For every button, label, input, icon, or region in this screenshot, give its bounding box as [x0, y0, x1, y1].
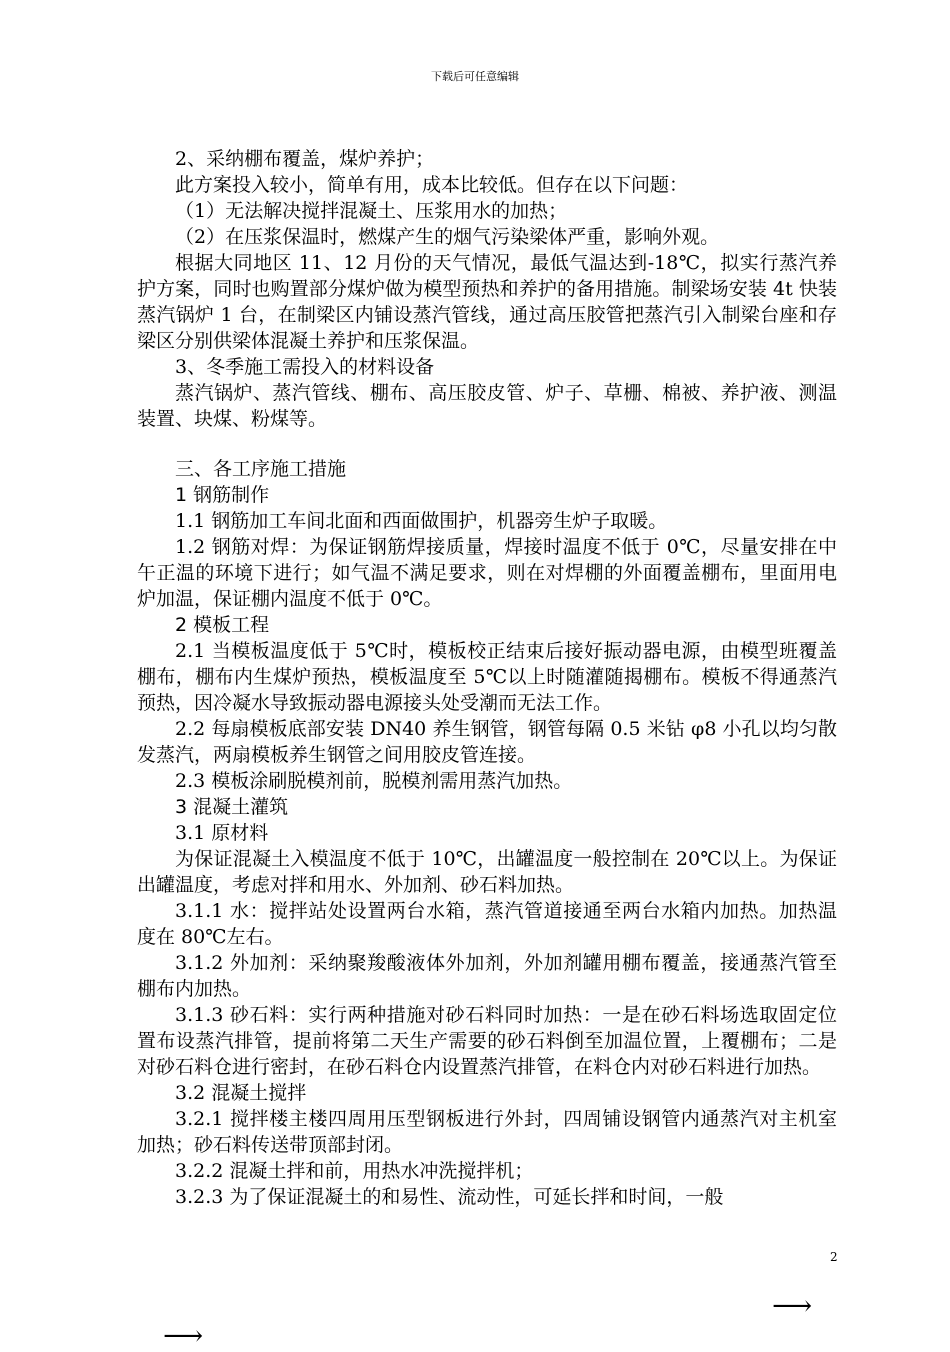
- arrow-right-icon: ⟶: [163, 1319, 204, 1352]
- paragraph: 根据大同地区 11、12 月份的天气情况，最低气温达到-18℃，拟实行蒸汽养护方案，同时也购置部分煤炉做为模型预热和养护的备用措施。制梁场安装 4t 快装蒸汽锅炉 1 台，在制梁区内铺设蒸汽管线，通过高压胶管把蒸汽引入制梁台座和存梁区分别供梁体混凝土养护和压浆保温。: [137, 252, 837, 352]
- paragraph: 2、采纳棚布覆盖，煤炉养护；: [175, 148, 435, 170]
- paragraph: 3.1.1 水：搅拌站处设置两台水箱，蒸汽管道接通至两台水箱内加热。加热温度在 80℃左右。: [137, 900, 837, 948]
- page-number: 2: [830, 1250, 838, 1264]
- paragraph: 2.3 模板涂刷脱模剂前，脱模剂需用蒸汽加热。: [175, 770, 573, 792]
- paragraph: 3.1.2 外加剂：采纳聚羧酸液体外加剂，外加剂罐用棚布覆盖，接通蒸汽管至棚布内加热。: [137, 952, 837, 1000]
- paragraph: 为保证混凝土入模温度不低于 10℃，出罐温度一般控制在 20℃以上。为保证出罐温度，考虑对拌和用水、外加剂、砂石料加热。: [137, 848, 837, 896]
- section-heading: 三、各工序施工措施: [175, 458, 347, 480]
- arrow-right-icon: ⟶: [772, 1289, 813, 1322]
- paragraph: 3.2.1 搅拌楼主楼四周用压型钢板进行外封，四周铺设钢管内通蒸汽对主机室加热；砂石料传送带顶部封闭。: [137, 1108, 837, 1156]
- paragraph: 1.1 钢筋加工车间北面和西面做围护，机器旁生炉子取暖。: [175, 510, 668, 532]
- paragraph: 2.2 每扇模板底部安装 DN40 养生钢管，钢管每隔 0.5 米钻 φ8 小孔以均匀散发蒸汽，两扇模板养生钢管之间用胶皮管连接。: [137, 718, 837, 766]
- paragraph: （1）无法解决搅拌混凝土、压浆用水的加热；: [175, 200, 568, 222]
- paragraph: 此方案投入较小，简单有用，成本比较低。但存在以下问题：: [175, 174, 689, 196]
- paragraph: 3.2.2 混凝土拌和前，用热水冲洗搅拌机；: [175, 1160, 534, 1182]
- document-body: [137, 146, 837, 1210]
- section-items: [137, 482, 837, 1210]
- paragraph: 2.1 当模板温度低于 5℃时，模板校正结束后接好振动器电源，由模型班覆盖棚布，棚布内生煤炉预热，模板温度至 5℃以上时随灌随揭棚布。模板不得通蒸汽预热，因冷凝水导致振动器电源接头处受潮而无法工作。: [137, 640, 837, 714]
- paragraph: 3.2.3 为了保证混凝土的和易性、流动性，可延长拌和时间，一般: [175, 1186, 724, 1208]
- paragraph: 3、冬季施工需投入的材料设备: [175, 356, 435, 378]
- paragraph: 3.1 原材料: [175, 822, 269, 844]
- paragraph: 1.2 钢筋对焊：为保证钢筋焊接质量，焊接时温度不低于 0℃，尽量安排在中午正温的环境下进行；如气温不满足要求，则在对焊棚的外面覆盖棚布，里面用电炉加温，保证棚内温度不低于 0℃。: [137, 536, 837, 610]
- paragraph: 3.2 混凝土搅拌: [175, 1082, 307, 1104]
- subsection-heading: 3 混凝土灌筑: [175, 796, 289, 818]
- paragraph: 3.1.3 砂石料：实行两种措施对砂石料同时加热：一是在砂石料场选取固定位置布设蒸汽排管，提前将第二天生产需要的砂石料倒至加温位置，上覆棚布；二是对砂石料仓进行密封，在砂石料仓内设置蒸汽排管，在料仓内对砂石料进行加热。: [137, 1004, 837, 1078]
- subsection-heading: 2 模板工程: [175, 614, 270, 636]
- paragraph: （2）在压浆保温时，燃煤产生的烟气污染梁体严重，影响外观。: [175, 226, 720, 248]
- paragraph: 蒸汽锅炉、蒸汽管线、棚布、高压胶皮管、炉子、草栅、棉被、养护液、测温装置、块煤、粉煤等。: [137, 382, 837, 430]
- subsection-heading: 1 钢筋制作: [175, 484, 270, 506]
- page-header: 下载后可任意编辑: [431, 70, 519, 83]
